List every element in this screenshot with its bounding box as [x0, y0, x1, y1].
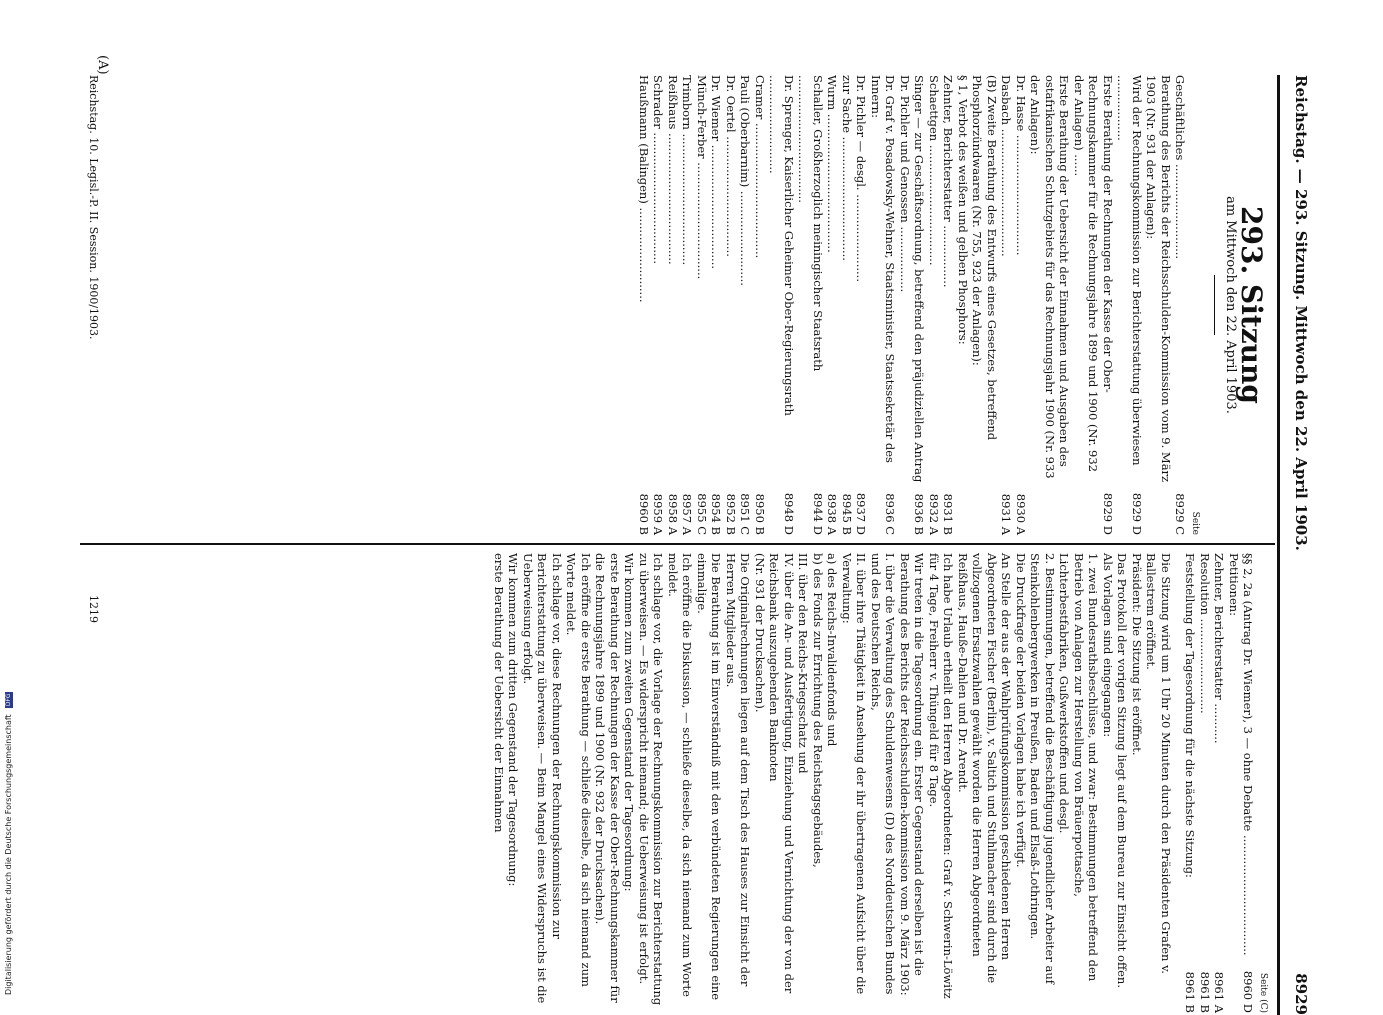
toc-entry [651, 75, 666, 535]
header-title: Reichstag. — 293. Sitzung. Mittwoch den 22. April 1903. [1292, 75, 1310, 551]
toc-entry-page [1028, 485, 1072, 535]
toc-entry [1212, 553, 1227, 1013]
paragraph: Ich schlage vor, diese Rechnungen der Rechnungskommission zur Berichterstattung zu überweisen. — Beim Mangel eines Widerspruchs ist die Ueberweisung erfolgt. [521, 553, 564, 1004]
toc-entry-page: 8936 B [912, 493, 927, 535]
toc-entry-text: Dr. Graf v. Posadowsky-Wehner, Staatsminister, Staatssekretär des Innern: [869, 75, 898, 463]
footer-left: Reichstag. 10. Legisl.-P. II. Session. 1900/1903. [87, 75, 100, 340]
paragraph: An Stelle der aus der Wahlprüfungskommission geschiedenen Herren Abgeordneten Fischer (Berlin), v. Saltich und Stuhlmacher sind durch die vollzogenen Ersatzwahlen gewählt worden die Herren Abgeordneten Reißhaus, Hauße-Dahlen und Dr. Arendt. [956, 553, 1014, 984]
toc-entry-page: 8961 B [1198, 971, 1212, 1013]
toc-entry-text: Dasbach ................................... [999, 75, 1014, 257]
toc-entry-text: Resolution .......................... [1198, 553, 1212, 714]
toc-entry-page: 8929 D [1101, 492, 1115, 535]
paragraph: b) des Fonds zur Errichtung des Reichstagsgebäudes, [811, 553, 825, 868]
toc-entry [1014, 75, 1029, 535]
toc-entry [927, 75, 942, 535]
toc-entry-page: 8938 A [825, 493, 840, 535]
paragraph: Die Sitzung wird um 1 Uhr 20 Minuten durch den Präsidenten Grafen v. Ballestrem eröffnet. [1144, 553, 1173, 974]
paragraph: Als Vorlagen sind eingegangen: [1101, 553, 1115, 738]
session-date: am Mittwoch den 22. April 1903. [1223, 196, 1239, 414]
session-title: 293. Sitzung [1235, 206, 1268, 404]
toc-entry-text: Zehnter, Berichterstatter ........... [1212, 553, 1227, 744]
toc-entry [1115, 75, 1144, 535]
toc-entry-page: 8931 B [941, 493, 956, 535]
toc-entry-text: Wird der Rechnungskommission zur Berichterstattung überwiesen .................. [1115, 75, 1144, 466]
paragraph: erste Berathung der Rechnungen der Kasse der Ober-Rechnungskammer für die Rechnungsjahre 1899 und 1900 (Nr. 932 der Drucksachen). [593, 553, 622, 1003]
toc-entry [1144, 75, 1173, 535]
toc-entry [695, 75, 710, 535]
toc-entry-text: Reißhaus .................................... [666, 75, 680, 265]
dfg-credit [4, 692, 13, 995]
toc-entry-text: Dr. Oertel ................................. [724, 75, 738, 257]
toc-entry-text: Schrader .................................... [651, 75, 666, 264]
running-header [1280, 75, 1320, 1015]
paragraph: Die Berathung ist im Einverständniß mit den verbündeten Regierungen eine einmalige. [695, 553, 724, 1001]
toc-entry-text: § 1, Verbot des weißen und gelben Phosphors: [956, 75, 970, 345]
toc-entry-text: (B) Zweite Berathung des Entwurfs eines Gesetzes, betreffend Phosphorzündwaaren (Nr. 755, 923 der Anlagen): [970, 75, 999, 441]
toc-entry-text: Dr. Wiemer .................................. [709, 75, 724, 270]
toc-entry-page [1144, 485, 1173, 535]
toc-entry-page: 8936 C [883, 493, 898, 535]
toc-entry [970, 75, 999, 535]
toc-entry-text: Schaettgen ................................. [927, 75, 941, 266]
toc-entry-page: 8954 B [709, 493, 724, 535]
toc-entry-page: 8960 D [1241, 970, 1256, 1013]
toc-entry-page [956, 485, 971, 535]
column-divider [80, 543, 1275, 545]
paragraph: erste Berathung der Uebersicht der Einnahmen [492, 553, 506, 833]
toc-entry-page: 8929 D [1130, 492, 1144, 535]
toc-entry [869, 75, 898, 535]
toc-entry-page: 8937 D [854, 492, 869, 535]
toc-entry-page: 8955 C [695, 493, 709, 535]
toc-entry [1227, 553, 1242, 1013]
header-rule [1277, 75, 1280, 1015]
toc-entry [898, 75, 927, 535]
paragraph: Wir treten in die Tagesordnung ein. Erster Gegenstand derselben ist die [912, 553, 927, 976]
corner-marker: (A) [95, 55, 110, 75]
short-rule [1214, 275, 1215, 335]
toc-entry [796, 75, 825, 535]
toc-entry-text: Schaller, Großherzoglich meiningischer Staatsrath ................................... [796, 75, 825, 372]
toc-entry-text: Singer — zur Geschäftsordnung, betreffend den präjudiziellen Antrag Dr. Pichler und Genossen .................. [898, 75, 927, 483]
paragraph: Präsident: Die Sitzung ist eröffnet. [1130, 553, 1144, 756]
seite-label: Seite [1190, 511, 1200, 535]
table-of-contents-continued [1183, 553, 1256, 1013]
toc-entry-page: 8961 A [1212, 971, 1227, 1013]
toc-entry-page: 8950 B [753, 493, 767, 535]
proceedings-text [492, 553, 1174, 1013]
toc-entry [1198, 553, 1213, 1013]
toc-entry-page: 8957 A [680, 493, 695, 535]
toc-entry-text: Dr. Pichler — desgl. ........................ [854, 75, 869, 282]
toc-entry-text: zur Sache .................................. [840, 75, 854, 261]
toc-entry-text: Petitionen: [1227, 553, 1241, 617]
toc-entry-text: Wurm ...................................... [825, 75, 840, 253]
toc-entry-page: 8944 D [811, 492, 825, 535]
seite-label-right: Seite (C) [1258, 972, 1268, 1013]
paragraph: (Nr. 931 der Drucksachen). [753, 553, 767, 713]
toc-entry [854, 75, 869, 535]
toc-entry [840, 75, 855, 535]
toc-entry-page: 8932 A [927, 493, 941, 535]
toc-entry-page: 8952 B [724, 493, 738, 535]
toc-entry-text: Dr. Hasse ................................. [1014, 75, 1028, 256]
toc-entry-page: 8958 A [666, 493, 680, 535]
toc-entry [680, 75, 695, 535]
header-page-number: 8929 [1292, 973, 1310, 1015]
toc-entry [753, 75, 768, 535]
toc-entry [1072, 75, 1116, 535]
toc-entry-page: 8931 A [999, 493, 1014, 535]
document-page [80, 55, 1320, 1015]
paragraph: Berathung des Berichts der Reichsschulden-kommission vom 9. März 1903: [898, 553, 912, 996]
toc-entry [956, 75, 971, 535]
paragraph: IV. über die An- und Ausfertigung, Einziehung und Vernichtung der von der Reichsbank auszugebenden Banknoten [767, 553, 796, 994]
toc-entry [767, 75, 796, 535]
toc-entry-text: Erste Berathung der Uebersicht der Einnahmen und Ausgaben des ostafrikanischen Schutzgebiets für das Rechnungsjahr 1900 (Nr. 933 der Anlagen): [1028, 75, 1072, 479]
paragraph: Die Druckfrage der beiden Vorlagen habe ich verfügt. [1014, 553, 1028, 868]
toc-entry-text: Haußmann (Balingen) .......................... [637, 75, 651, 303]
toc-entry-page: 8951 C [738, 493, 753, 535]
toc-entry-page: 8948 D [782, 492, 796, 535]
paragraph: Ich eröffne die erste Berathung — schließe dieselbe, da sich niemand zum Worte meldet. [564, 553, 593, 987]
toc-entry-text: Geschäftliches .......................... [1173, 75, 1188, 260]
toc-entry [1183, 553, 1198, 1013]
paragraph: Die Originalrechnungen liegen auf dem Tisch des Hauses zur Einsicht der Herren Mitglieder aus. [724, 553, 753, 987]
toc-entry [999, 75, 1014, 535]
toc-entry-text: Feststellung der Tagesordnung für die nächste Sitzung: [1183, 553, 1198, 878]
paragraph: 1. zwei Bundesrathsbeschlüsse, und zwar: Bestimmungen betreffend den Betrieb von Anlagen zur Herstellung von Bräuerpottasche, Lichterbestfabriken, Gußwerkstoffen und desgl. [1057, 553, 1101, 982]
toc-entry-page: 8960 B [637, 493, 651, 535]
left-column [637, 75, 1271, 535]
toc-entry [666, 75, 681, 535]
toc-entry-page: 8945 B [840, 493, 854, 535]
toc-entry-text: Erste Berathung der Rechnungen der Kasse der Ober-Rechnungskammer für die Rechnungsjahre 1899 und 1900 (Nr. 932 der Anlagen) ...... [1072, 75, 1115, 473]
paragraph: Wir kommen zum dritten Gegenstand der Tagesordnung: [506, 553, 521, 887]
toc-entry-page: 8961 B [1183, 971, 1198, 1013]
toc-entry-page: 8929 C [1173, 493, 1188, 535]
toc-entry-text: Münch-Ferber ................................ [695, 75, 709, 280]
paragraph: Ich schlage vor, die Vorlage der Rechnungskommission zur Berichterstattung zu überweisen. — Es widerspricht niemand; die Ueberweisung ist erfolgt. [637, 553, 666, 1006]
rotated-page [80, 55, 1320, 1015]
toc-entry [738, 75, 753, 535]
toc-entry-text: §§ 2, 2a (Antrag Dr. Wiemer), 3 — ohne Debatte ................................. [1241, 553, 1256, 956]
toc-entry [1241, 553, 1256, 1013]
toc-entry [1173, 75, 1188, 535]
toc-entry-text: Zehnter, Berichterstatter ................. [941, 75, 956, 288]
paragraph: a) des Reichs-Invalidenfonds und [825, 553, 840, 747]
toc-entry-page: 8930 A [1014, 493, 1028, 535]
paragraph: II. über ihre Thätigkeit in Ansehung der ihr übertragenen Aufsicht über die Verwaltung: [840, 553, 869, 995]
paragraph: Das Protokoll der vorigen Sitzung liegt auf dem Bureau zur Einsicht offen. [1115, 553, 1130, 988]
toc-entry [709, 75, 724, 535]
toc-entry-page [970, 485, 999, 535]
toc-entry [724, 75, 739, 535]
toc-entry-text: Trimborn .................................... [680, 75, 695, 266]
dfg-credit-text: Digitalisierung gefördert durch die Deutsche Forschungsgemeinschaft [4, 714, 13, 995]
dfg-logo-icon: DFG [4, 693, 12, 707]
paragraph: III. über den Reichs-Kriegsschatz und [796, 553, 811, 774]
paragraph: Ich habe Urlaub ertheilt den Herren Abgeordneten: Graf v. Schwerin-Löwitz für 4 Tage, Freiherr v. Thüngeld für 8 Tage. [927, 553, 956, 999]
right-column [492, 553, 1271, 1013]
paragraph: Ich eröffne die Diskussion, — schließe dieselbe, da sich niemand zum Worte meldet. [666, 553, 695, 997]
toc-entry-text: Cramer ..................................... [753, 75, 767, 259]
toc-entry-text: Berathung des Berichts der Reichsschulden-Kommission vom 9. März 1903 (Nr. 931 der Anlagen): [1144, 75, 1173, 483]
toc-entry [941, 75, 956, 535]
paragraph: 2. Bestimmungen, betreffend die Beschäftigung jugendlicher Arbeiter auf Steinkohlenbergwerken in Preußen, Baden und Elsaß-Lothringen. [1028, 553, 1057, 985]
paragraph: I. über die Verwaltung des Schuldenwesens (D) des Norddeutschen Bundes und des Deutschen Reichs, [869, 553, 898, 995]
toc-entry [1028, 75, 1072, 535]
table-of-contents [637, 75, 1188, 535]
toc-entry [637, 75, 652, 535]
paragraph: Wir kommen zum zweiten Gegenstand der Tagesordnung: [622, 553, 637, 892]
footer-page-number: 1219 [87, 595, 100, 623]
toc-entry-page [1227, 963, 1242, 1013]
toc-entry-text: Pauli (Oberbarnim) .......................... [738, 75, 753, 286]
toc-entry [825, 75, 840, 535]
toc-entry-text: Dr. Sprenger, Kaiserlicher Geheimer Ober-Regierungsrath ........................... [767, 75, 796, 416]
toc-entry-page: 8959 A [651, 493, 666, 535]
